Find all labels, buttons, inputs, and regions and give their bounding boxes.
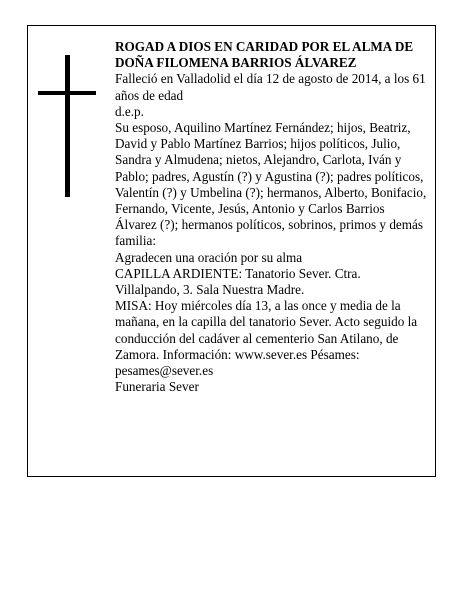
cross-vertical-bar (65, 55, 70, 197)
notice-text (115, 39, 427, 395)
family-list: Su esposo, Aquilino Martínez Fernández; hijos, Beatriz, David y Pablo Martínez Barrios; hijos políticos, Julio, Sandra y Almudena; nietos, Alejandro, Carlota, Iván y Pablo; padres, Agustín (?) y Agustina (?); padres políticos, Valentín (?) y Umbelina (?); hermanos, Alberto, Bonifacio, Fernando, Vicente, Jesús, Antonio y Carlos Barrios Álvarez (?); hermanos políticos, sobrinos, primos y demás familia: (115, 120, 427, 249)
funeral-home: Funeraria Sever (115, 379, 199, 395)
cross-icon (38, 55, 96, 197)
rip-text: d.e.p. (115, 103, 144, 119)
chapel-info: CAPILLA ARDIENTE: Tanatorio Sever. Ctra. Villalpando, 3. Sala Nuestra Madre. (115, 265, 361, 298)
mass-info: MISA: Hoy miércoles día 13, a las once y media de la mañana, en la capilla del tanatorio Sever. Acto seguido la conducción del cadáver al cementerio San Atilano, de Zamora. Información: www.sever.es Pésames: pesames@sever.es (115, 298, 418, 379)
thanks-text: Agradecen una oración por su alma (115, 249, 303, 265)
death-details: Falleció en Valladolid el día 12 de agosto de 2014, a los 61 años de edad (115, 71, 426, 103)
cross-horizontal-bar (38, 91, 96, 95)
notice-heading: ROGAD A DIOS EN CARIDAD POR EL ALMA DE (115, 39, 414, 54)
deceased-name: DOÑA FILOMENA BARRIOS ÁLVAREZ (115, 55, 357, 71)
